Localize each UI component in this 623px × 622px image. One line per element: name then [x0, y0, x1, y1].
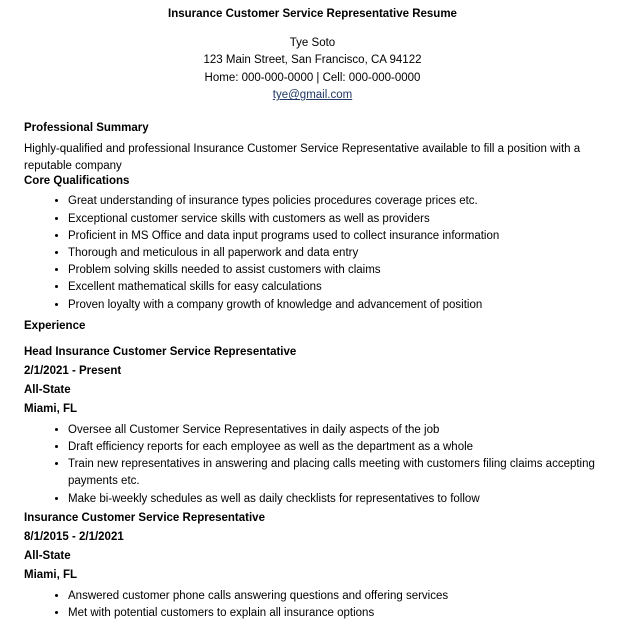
contact-name: Tye Soto	[289, 37, 336, 49]
experience-heading: Experience	[24, 319, 86, 332]
job-entry	[24, 509, 601, 622]
email-link[interactable]: tye@gmail.com	[272, 89, 353, 102]
job-entry	[24, 343, 601, 508]
job-location: Miami, FL	[24, 568, 78, 581]
job-company: All-State	[24, 383, 71, 396]
job-title: Head Insurance Customer Service Representative	[24, 345, 297, 358]
contact-phones: Home: 000-000-0000 | Cell: 000-000-0000	[204, 71, 421, 84]
qualifications-heading: Core Qualifications	[24, 175, 130, 188]
list-item: • Exceptional customer service skills with customers as well as providers	[68, 211, 601, 228]
list-item: • Answered customer phone calls answering questions and offering services	[68, 588, 601, 605]
contact-address: 123 Main Street, San Francisco, CA 94122	[203, 54, 422, 67]
qualifications-list	[24, 193, 601, 313]
job-dates: 8/1/2015 - 2/1/2021	[24, 530, 124, 543]
list-item: • Excellent mathematical skills for easy calculations	[68, 279, 601, 296]
list-item: • Train new representatives in answering and placing calls meeting with customers filing claims accepting payments etc.	[68, 456, 601, 490]
list-item: • Proven loyalty with a company growth of knowledge and advancement of position	[68, 297, 601, 314]
page-title: Insurance Customer Service Representative Resume	[168, 8, 457, 20]
list-item: • Thorough and meticulous in all paperwork and data entry	[68, 245, 601, 262]
list-item: • Draft efficiency reports for each employee as well as the department as a whole	[68, 439, 601, 456]
experience-section	[24, 320, 601, 622]
contact-email-row	[24, 87, 601, 104]
summary-text: Highly-qualified and professional Insurance Customer Service Representative available to fill a position with a reputable company	[24, 142, 581, 173]
professional-summary-section	[24, 122, 601, 176]
list-item: • Problem solving skills needed to assist customers with claims	[68, 262, 601, 279]
job-location: Miami, FL	[24, 402, 78, 415]
job-duties-list	[24, 422, 601, 508]
list-item: • Oversee all Customer Service Representatives in daily aspects of the job	[68, 422, 601, 439]
job-company: All-State	[24, 549, 71, 562]
contact-block	[24, 35, 601, 105]
job-duties-list	[24, 588, 601, 622]
job-title: Insurance Customer Service Representative	[24, 511, 265, 524]
list-item: • Make bi-weekly schedules as well as daily checklists for representatives to follow	[68, 491, 601, 508]
list-item: • Met with potential customers to explain all insurance options	[68, 605, 601, 622]
list-item: • Proficient in MS Office and data input programs used to collect insurance information	[68, 228, 601, 245]
summary-heading: Professional Summary	[24, 121, 149, 134]
resume-header	[24, 8, 601, 105]
job-dates: 2/1/2021 - Present	[24, 364, 122, 377]
core-qualifications-section	[24, 175, 601, 313]
list-item: • Great understanding of insurance types policies procedures coverage prices etc.	[68, 193, 601, 210]
